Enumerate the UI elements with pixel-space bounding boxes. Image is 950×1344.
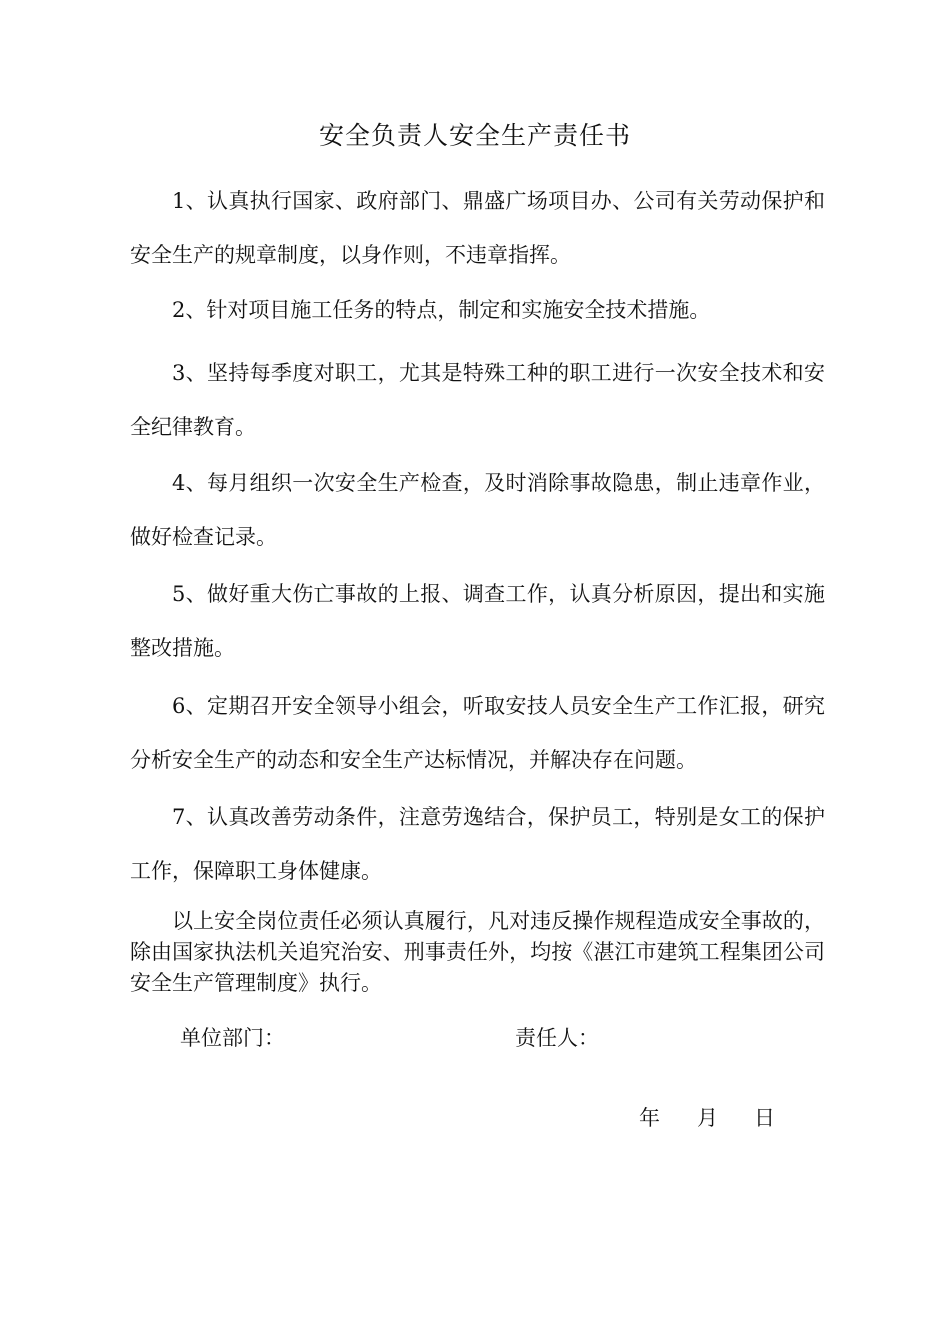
- clause-3: 3、坚持每季度对职工，尤其是特殊工种的职工进行一次安全技术和安全纪律教育。: [130, 361, 825, 439]
- clause-1: 1、认真执行国家、政府部门、鼎盛广场项目办、公司有关劳动保护和安全生产的规章制度，以身作则，不违章指挥。: [130, 189, 825, 267]
- date-year: 年: [639, 1106, 660, 1130]
- closing-paragraph: 以上安全岗位责任必须认真履行，凡对违反操作规程造成安全事故的，除由国家执法机关追究治安、刑事责任外，均按《湛江市建筑工程集团公司安全生产管理制度》执行。: [130, 909, 825, 995]
- clause-2: 2、针对项目施工任务的特点，制定和实施安全技术措施。: [172, 298, 711, 322]
- responsible-person-label: 责任人：: [515, 1026, 599, 1050]
- clause-6: 6、定期召开安全领导小组会，听取安技人员安全生产工作汇报，研究分析安全生产的动态和安全生产达标情况，并解决存在问题。: [130, 694, 825, 772]
- date-month: 月: [697, 1106, 718, 1130]
- clause-5: 5、做好重大伤亡事故的上报、调查工作，认真分析原因，提出和实施整改措施。: [130, 582, 825, 660]
- department-label: 单位部门：: [180, 1026, 285, 1050]
- clause-4: 4、每月组织一次安全生产检查，及时消除事故隐患，制止违章作业，做好检查记录。: [130, 471, 825, 549]
- document-title: 安全负责人安全生产责任书: [318, 121, 631, 150]
- clause-7: 7、认真改善劳动条件，注意劳逸结合，保护员工，特别是女工的保护工作，保障职工身体健康。: [130, 805, 825, 883]
- date-day: 日: [754, 1106, 775, 1130]
